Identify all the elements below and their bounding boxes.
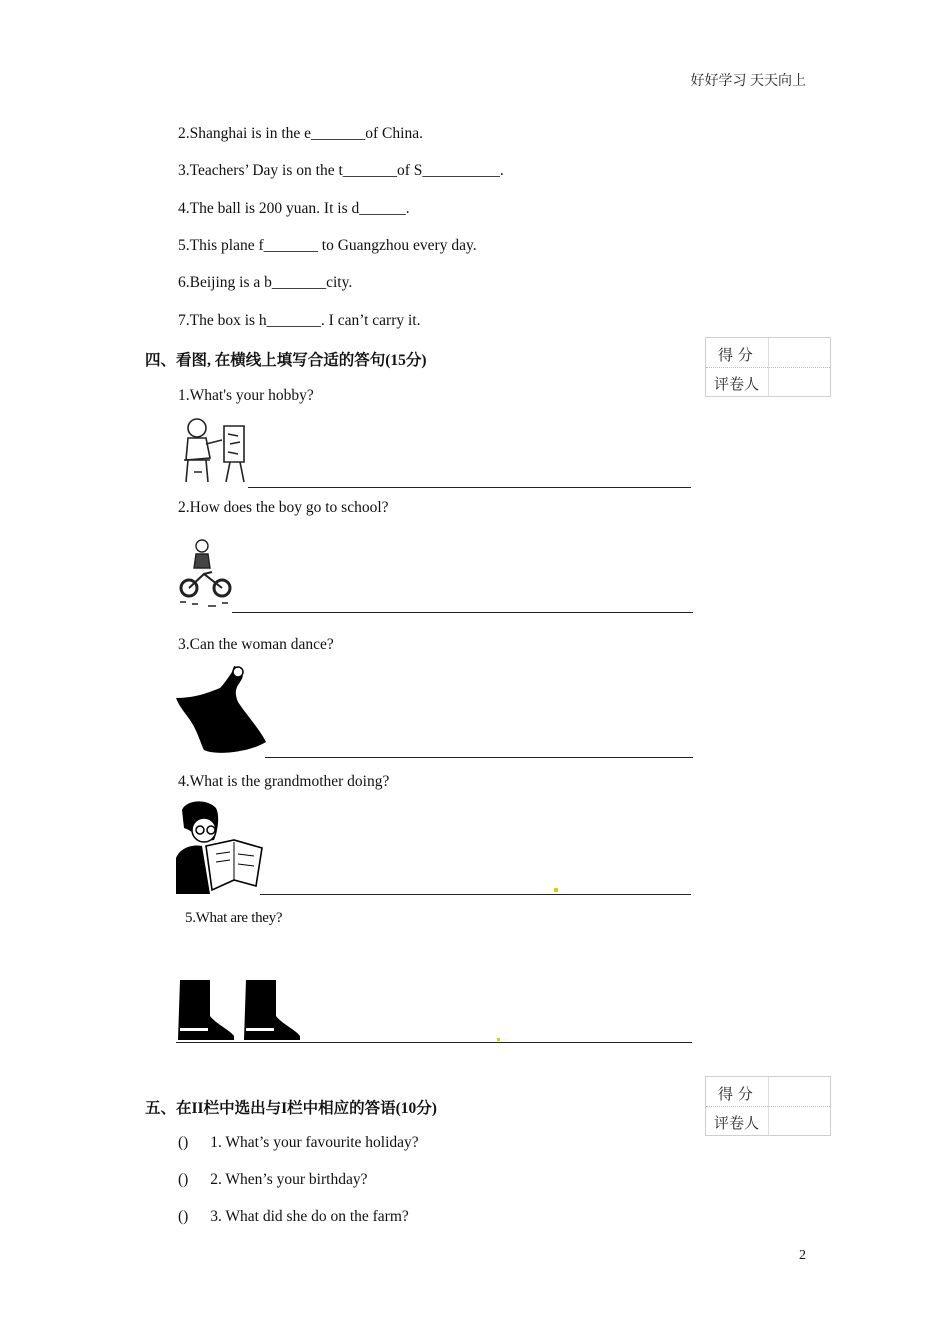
match-item (178, 1171, 367, 1189)
answer-paren[interactable]: () (178, 1134, 189, 1151)
fill-item: 5.This plane f_______ to Guangzhou every day. (178, 237, 477, 254)
answer-paren[interactable]: () (178, 1208, 189, 1225)
grader-label: 评卷人 (714, 375, 760, 393)
score-label: 得 分 (718, 1085, 753, 1103)
match-item-text: 1. What’s your favourite holiday? (210, 1134, 419, 1151)
match-item-text: 3. What did she do on the farm? (210, 1208, 409, 1225)
question-1: 1.What's your hobby? (178, 387, 314, 404)
fill-item: 3.Teachers’ Day is on the t_______of S__________. (178, 162, 504, 179)
grader-label: 评卷人 (714, 1114, 760, 1132)
answer-line-2[interactable] (232, 612, 693, 613)
answer-line-4[interactable] (260, 894, 691, 895)
page-header: 好好学习 天天向上 (690, 74, 806, 89)
question-3: 3.Can the woman dance? (178, 636, 334, 653)
match-item-text: 2. When’s your birthday? (210, 1171, 368, 1188)
boy-on-bike-illustration (178, 536, 234, 610)
scan-mark (497, 1038, 500, 1041)
score-box-section-5 (705, 1076, 831, 1136)
question-4: 4.What is the grandmother doing? (178, 773, 390, 790)
section-4-title: 四、看图, 在横线上填写合适的答句(15分) (145, 352, 427, 369)
fill-item: 4.The ball is 200 yuan. It is d______. (178, 200, 410, 217)
score-box-section-4 (705, 337, 831, 397)
answer-paren[interactable]: () (178, 1171, 189, 1188)
answer-line-5[interactable] (176, 1042, 692, 1043)
fill-item: 6.Beijing is a b_______city. (178, 274, 353, 291)
question-5: 5.What are they? (185, 910, 283, 926)
match-item (178, 1134, 419, 1152)
fill-item: 7.The box is h_______. I can’t carry it. (178, 312, 421, 329)
fill-item: 2.Shanghai is in the e_______of China. (178, 125, 423, 142)
answer-line-3[interactable] (265, 757, 693, 758)
score-label: 得 分 (718, 346, 753, 364)
page-number: 2 (799, 1248, 806, 1263)
scan-mark (554, 888, 558, 892)
question-2: 2.How does the boy go to school? (178, 499, 389, 516)
boots-illustration (176, 976, 316, 1044)
match-item (178, 1208, 409, 1226)
grandmother-reading-illustration (176, 800, 264, 894)
painting-boy-illustration (180, 414, 250, 486)
answer-line-1[interactable] (248, 487, 691, 488)
dancing-woman-illustration (176, 662, 270, 758)
section-5-title: 五、在II栏中选出与I栏中相应的答语(10分) (145, 1100, 437, 1117)
